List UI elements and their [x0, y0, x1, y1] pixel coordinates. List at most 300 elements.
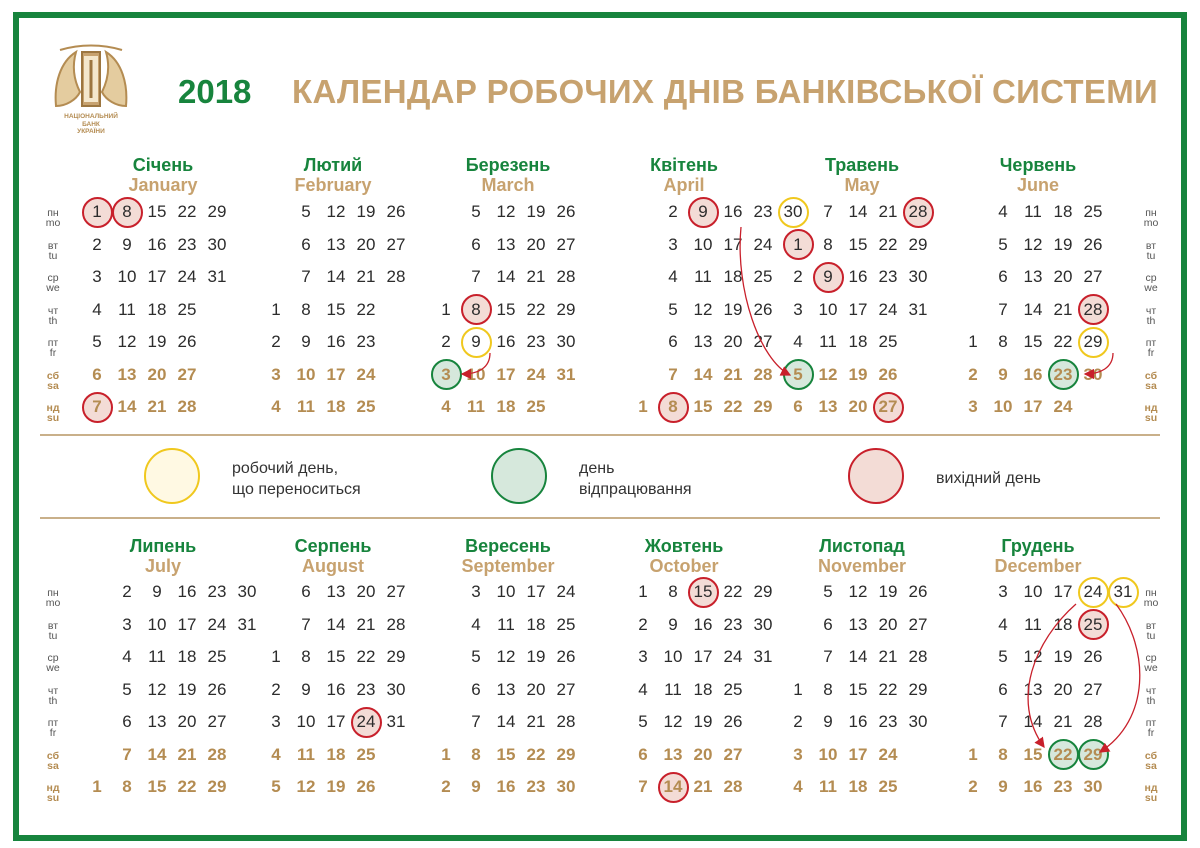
- day-cell: 29: [556, 299, 576, 319]
- month-name-en: December: [994, 556, 1082, 576]
- month-name-ua: Липень: [129, 536, 197, 556]
- day-cell: 9: [823, 267, 833, 286]
- day-cell: 6: [998, 267, 1008, 286]
- day-cell: 13: [693, 332, 713, 351]
- day-cell: 15: [326, 647, 346, 666]
- day-cell: 25: [753, 267, 773, 286]
- calendar-year: 2018: [178, 73, 252, 110]
- day-cell: 24: [753, 234, 773, 254]
- weekday-label-tu: вт tu: [47, 239, 59, 262]
- day-cell: 15: [147, 202, 167, 221]
- day-cell: 18: [326, 397, 346, 416]
- month-name-en: August: [302, 556, 364, 576]
- day-cell: 2: [638, 614, 648, 634]
- day-cell: 9: [698, 202, 708, 221]
- day-cell: 17: [848, 744, 868, 764]
- day-cell: 5: [471, 202, 481, 221]
- day-cell: 5: [793, 364, 803, 384]
- day-cell: 16: [496, 332, 516, 351]
- day-cell: 22: [526, 744, 546, 764]
- day-cell: 30: [207, 234, 227, 254]
- day-cell: 11: [664, 679, 682, 699]
- day-cell: 15: [496, 299, 516, 319]
- day-cell: 12: [1023, 647, 1043, 666]
- day-cell: 13: [326, 234, 346, 254]
- day-cell: 7: [92, 397, 102, 416]
- day-cell: 14: [693, 364, 713, 384]
- day-cell: 24: [878, 299, 898, 319]
- legend-red-text: вихідний день: [936, 470, 1041, 487]
- day-cell: 24: [556, 582, 576, 601]
- day-cell: 4: [793, 777, 803, 796]
- page-title: КАЛЕНДАР РОБОЧИХ ДНІВ БАНКІВСЬКОЇ СИСТЕМИ: [292, 73, 1158, 110]
- day-cell: 12: [693, 299, 713, 319]
- day-cell: 8: [471, 744, 481, 764]
- weekday-label-su: нд su: [46, 782, 60, 804]
- day-cell: 13: [117, 364, 137, 384]
- day-cell: 8: [668, 582, 678, 601]
- day-cell: 23: [1053, 364, 1073, 384]
- day-cell: 6: [301, 234, 311, 254]
- day-cell: 9: [152, 582, 162, 601]
- day-cell: 7: [471, 267, 481, 286]
- day-cell: 10: [496, 582, 516, 601]
- month-name-ua: Жовтень: [644, 536, 724, 556]
- day-cell: 2: [441, 332, 451, 351]
- day-cell: 21: [1053, 299, 1073, 319]
- day-cell: 27: [386, 234, 406, 254]
- day-cell: 10: [818, 299, 838, 319]
- day-cell: 25: [526, 397, 546, 416]
- day-cell: 23: [526, 777, 546, 796]
- day-cell: 2: [793, 267, 803, 286]
- day-cell: 26: [878, 364, 898, 384]
- logo-text: НАЦІОНАЛЬНИЙ БАНК УКРАЇНИ: [64, 113, 118, 135]
- day-cell: 9: [301, 679, 311, 699]
- day-cell: 16: [723, 202, 743, 221]
- weekday-label-th: чт th: [47, 304, 59, 327]
- weekday-label-fr: пт fr: [1145, 337, 1157, 359]
- day-cell: 3: [271, 712, 281, 731]
- day-cell: 21: [693, 777, 713, 796]
- day-cell: 27: [878, 397, 898, 416]
- day-cell: 9: [301, 332, 311, 351]
- day-cell: 26: [1083, 647, 1103, 666]
- day-cell: 30: [386, 679, 406, 699]
- day-cell: 19: [526, 202, 546, 221]
- day-cell: 7: [998, 299, 1008, 319]
- day-cell: 20: [526, 679, 546, 699]
- weekday-label-tu: вт tu: [1145, 239, 1157, 262]
- day-cell: 2: [441, 777, 451, 796]
- day-cell: 18: [147, 299, 167, 319]
- day-cell: 17: [147, 267, 167, 286]
- month-name-ua: Квітень: [650, 155, 718, 175]
- day-cell: 25: [356, 397, 376, 416]
- day-cell: 25: [356, 744, 376, 764]
- day-cell: 22: [723, 582, 743, 601]
- day-cell: 17: [177, 614, 197, 634]
- day-cell: 4: [471, 614, 481, 634]
- day-cell: 29: [908, 679, 928, 699]
- day-cell: 3: [998, 582, 1008, 601]
- day-cell: 4: [638, 679, 648, 699]
- day-cell: 5: [998, 234, 1008, 254]
- day-cell: 25: [878, 332, 898, 351]
- day-cell: 11: [467, 397, 485, 416]
- day-cell: 7: [638, 777, 648, 796]
- day-cell: 11: [819, 332, 837, 351]
- day-cell: 3: [793, 744, 803, 764]
- day-cell: 11: [497, 614, 515, 634]
- weekday-label-fr: пт fr: [1145, 717, 1157, 739]
- day-cell: 28: [177, 397, 197, 416]
- legend-yellow-text: робочий день, що переноситься: [232, 460, 361, 498]
- day-cell: 26: [207, 679, 227, 699]
- day-cell: 11: [1024, 202, 1042, 221]
- day-cell: 28: [1083, 299, 1103, 319]
- day-cell: 9: [998, 364, 1008, 384]
- day-cell: 7: [668, 364, 678, 384]
- day-cell: 29: [1083, 332, 1103, 351]
- day-cell: 10: [296, 712, 316, 731]
- weekday-label-mo: пн mo: [45, 207, 61, 229]
- day-cell: 21: [723, 364, 743, 384]
- weekday-label-fr: пт fr: [47, 337, 59, 359]
- day-cell: 10: [296, 364, 316, 384]
- day-cell: 15: [693, 397, 713, 416]
- day-cell: 30: [1083, 777, 1103, 796]
- day-cell: 21: [878, 647, 898, 666]
- day-cell: 18: [177, 647, 197, 666]
- day-cell: 6: [301, 582, 311, 601]
- day-cell: 5: [823, 582, 833, 601]
- day-cell: 1: [441, 744, 451, 764]
- day-cell: 26: [556, 647, 576, 666]
- day-cell: 14: [848, 202, 868, 221]
- day-cell: 4: [998, 614, 1008, 634]
- day-cell: 22: [177, 202, 197, 221]
- day-cell: 18: [526, 614, 546, 634]
- weekday-label-mo: пн mo: [45, 587, 61, 609]
- day-cell: 18: [848, 777, 868, 796]
- day-cell: 17: [693, 647, 713, 666]
- day-cell: 22: [1053, 744, 1073, 764]
- day-cell: 2: [668, 202, 678, 221]
- day-cell: 17: [526, 582, 546, 601]
- day-cell: 6: [793, 397, 803, 416]
- day-cell: 14: [663, 777, 683, 796]
- month-name-en: September: [461, 556, 555, 576]
- day-cell: 12: [1023, 234, 1043, 254]
- day-cell: 2: [968, 364, 978, 384]
- day-cell: 4: [793, 332, 803, 351]
- month-name-ua: Лютий: [303, 155, 363, 175]
- day-cell: 8: [998, 332, 1008, 351]
- day-cell: 8: [122, 777, 132, 796]
- day-cell: 22: [723, 397, 743, 416]
- day-cell: 17: [1053, 582, 1073, 601]
- day-cell: 31: [386, 712, 406, 731]
- day-cell: 18: [723, 267, 743, 286]
- day-cell: 12: [117, 332, 137, 351]
- day-cell: 28: [723, 777, 743, 796]
- day-cell: 1: [638, 582, 648, 601]
- day-cell: 2: [122, 582, 132, 601]
- day-cell: 3: [441, 364, 451, 384]
- day-cell: 17: [848, 299, 868, 319]
- day-cell: 8: [668, 397, 678, 416]
- day-cell: 17: [496, 364, 516, 384]
- day-cell: 21: [526, 712, 546, 731]
- month-name-en: June: [1016, 175, 1059, 195]
- day-cell: 14: [326, 267, 346, 286]
- day-cell: 12: [848, 582, 868, 601]
- day-cell: 27: [177, 364, 197, 384]
- day-cell: 14: [1023, 299, 1043, 319]
- day-cell: 29: [908, 234, 928, 254]
- day-cell: 24: [723, 647, 743, 666]
- day-cell: 24: [526, 364, 546, 384]
- weekday-label-su: нд su: [46, 402, 60, 424]
- day-cell: 10: [818, 744, 838, 764]
- day-cell: 8: [823, 679, 833, 699]
- day-cell: 15: [1023, 332, 1043, 351]
- day-cell: 11: [297, 397, 315, 416]
- day-cell: 16: [1023, 777, 1043, 796]
- weekday-label-tu: вт tu: [47, 619, 59, 642]
- day-cell: 5: [92, 332, 102, 351]
- day-cell: 22: [526, 299, 546, 319]
- day-cell: 13: [496, 234, 516, 254]
- weekday-label-th: чт th: [1145, 304, 1157, 327]
- day-cell: 5: [471, 647, 481, 666]
- day-cell: 26: [1083, 234, 1103, 254]
- day-cell: 3: [271, 364, 281, 384]
- day-cell: 18: [326, 744, 346, 764]
- day-cell: 5: [998, 647, 1008, 666]
- day-cell: 22: [878, 679, 898, 699]
- day-cell: 19: [1053, 647, 1073, 666]
- day-cell: 31: [237, 614, 257, 634]
- day-cell: 12: [296, 777, 316, 796]
- weekday-label-mo: пн mo: [1143, 207, 1159, 229]
- weekday-label-mo: пн mo: [1143, 587, 1159, 609]
- day-cell: 6: [92, 364, 102, 384]
- day-cell: 31: [556, 364, 576, 384]
- day-cell: 5: [271, 777, 281, 796]
- day-cell: 15: [326, 299, 346, 319]
- day-cell: 25: [556, 614, 576, 634]
- day-cell: 18: [496, 397, 516, 416]
- day-cell: 14: [496, 712, 516, 731]
- day-cell: 31: [753, 647, 773, 666]
- day-cell: 22: [1053, 332, 1073, 351]
- day-cell: 6: [638, 744, 648, 764]
- day-cell: 27: [556, 679, 576, 699]
- day-cell: 8: [998, 744, 1008, 764]
- day-cell: 11: [118, 299, 136, 319]
- day-cell: 28: [386, 267, 406, 286]
- day-cell: 13: [848, 614, 868, 634]
- month-name-ua: Січень: [132, 155, 194, 175]
- day-cell: 19: [177, 679, 197, 699]
- day-cell: 19: [693, 712, 713, 731]
- day-cell: 18: [1053, 202, 1073, 221]
- day-cell: 4: [122, 647, 132, 666]
- day-cell: 30: [783, 202, 803, 221]
- month-name-en: March: [481, 175, 535, 195]
- day-cell: 22: [878, 234, 898, 254]
- day-cell: 4: [441, 397, 451, 416]
- day-cell: 27: [1083, 679, 1103, 699]
- day-cell: 2: [271, 332, 281, 351]
- day-cell: 17: [723, 234, 743, 254]
- day-cell: 24: [1083, 582, 1103, 601]
- day-cell: 27: [1083, 267, 1103, 286]
- day-cell: 28: [753, 364, 773, 384]
- day-cell: 31: [1113, 582, 1133, 601]
- day-cell: 23: [753, 202, 773, 221]
- day-cell: 23: [526, 332, 546, 351]
- month-name-en: October: [649, 556, 719, 576]
- weekday-label-we: ср we: [1144, 272, 1158, 294]
- day-cell: 30: [753, 614, 773, 634]
- day-cell: 27: [556, 234, 576, 254]
- day-cell: 21: [356, 614, 376, 634]
- day-cell: 19: [326, 777, 346, 796]
- day-cell: 3: [638, 647, 648, 666]
- day-cell: 9: [668, 614, 678, 634]
- day-cell: 14: [848, 647, 868, 666]
- day-cell: 10: [117, 267, 137, 286]
- day-cell: 7: [823, 647, 833, 666]
- day-cell: 21: [147, 397, 167, 416]
- day-cell: 25: [1083, 614, 1103, 634]
- day-cell: 23: [177, 234, 197, 254]
- day-cell: 4: [668, 267, 678, 286]
- day-cell: 20: [1053, 267, 1073, 286]
- day-cell: 1: [92, 777, 102, 796]
- day-cell: 30: [237, 582, 257, 601]
- day-cell: 25: [723, 679, 743, 699]
- day-cell: 24: [878, 744, 898, 764]
- day-cell: 20: [723, 332, 743, 351]
- day-cell: 16: [693, 614, 713, 634]
- day-cell: 28: [908, 647, 928, 666]
- weekday-label-sa: сб sa: [1144, 369, 1158, 392]
- day-cell: 11: [297, 744, 315, 764]
- day-cell: 29: [207, 777, 227, 796]
- day-cell: 13: [818, 397, 838, 416]
- day-cell: 6: [668, 332, 678, 351]
- day-cell: 23: [356, 332, 376, 351]
- day-cell: 19: [147, 332, 167, 351]
- day-cell: 13: [496, 679, 516, 699]
- day-cell: 30: [908, 712, 928, 731]
- day-cell: 14: [147, 744, 167, 764]
- day-cell: 20: [356, 234, 376, 254]
- legend-green-text: день відпрацювання: [579, 460, 692, 498]
- month-name-ua: Вересень: [465, 536, 551, 556]
- day-cell: 24: [177, 267, 197, 286]
- day-cell: 11: [1024, 614, 1042, 634]
- day-cell: 1: [968, 744, 978, 764]
- weekday-label-we: ср we: [1144, 652, 1158, 674]
- day-cell: 16: [326, 679, 346, 699]
- day-cell: 10: [693, 234, 713, 254]
- weekday-label-fr: пт fr: [47, 717, 59, 739]
- day-cell: 7: [301, 614, 311, 634]
- day-cell: 30: [1083, 364, 1103, 384]
- month-name-en: November: [817, 556, 907, 576]
- day-cell: 7: [823, 202, 833, 221]
- day-cell: 9: [998, 777, 1008, 796]
- day-cell: 26: [356, 777, 376, 796]
- day-cell: 15: [693, 582, 713, 601]
- day-cell: 29: [556, 744, 576, 764]
- weekday-label-sa: сб sa: [1144, 749, 1158, 772]
- day-cell: 1: [441, 299, 451, 319]
- day-cell: 17: [1023, 397, 1043, 416]
- day-cell: 10: [147, 614, 167, 634]
- day-cell: 3: [793, 299, 803, 319]
- weekday-label-th: чт th: [1145, 684, 1157, 707]
- month-name-ua: Травень: [824, 155, 900, 175]
- day-cell: 1: [271, 647, 281, 666]
- day-cell: 2: [271, 679, 281, 699]
- day-cell: 7: [471, 712, 481, 731]
- day-cell: 20: [1053, 679, 1073, 699]
- day-cell: 3: [668, 234, 678, 254]
- day-cell: 26: [177, 332, 197, 351]
- day-cell: 19: [526, 647, 546, 666]
- day-cell: 10: [993, 397, 1013, 416]
- day-cell: 6: [471, 679, 481, 699]
- day-cell: 24: [356, 364, 376, 384]
- day-cell: 2: [793, 712, 803, 731]
- day-cell: 20: [878, 614, 898, 634]
- day-cell: 29: [386, 647, 406, 666]
- day-cell: 25: [878, 777, 898, 796]
- day-cell: 1: [968, 332, 978, 351]
- day-cell: 4: [271, 744, 281, 764]
- day-cell: 27: [386, 582, 406, 601]
- day-cell: 9: [122, 234, 132, 254]
- day-cell: 9: [471, 332, 481, 351]
- month-name-en: April: [663, 175, 705, 195]
- month-name-ua: Червень: [999, 155, 1077, 175]
- day-cell: 27: [207, 712, 227, 731]
- day-cell: 5: [301, 202, 311, 221]
- day-cell: 4: [92, 299, 102, 319]
- day-cell: 25: [1083, 202, 1103, 221]
- day-cell: 31: [908, 299, 928, 319]
- day-cell: 6: [122, 712, 132, 731]
- day-cell: 11: [148, 647, 166, 666]
- day-cell: 16: [848, 712, 868, 731]
- day-cell: 27: [753, 332, 773, 351]
- day-cell: 22: [356, 647, 376, 666]
- month-name-ua: Серпень: [294, 536, 372, 556]
- day-cell: 29: [753, 397, 773, 416]
- day-cell: 1: [638, 397, 648, 416]
- day-cell: 5: [122, 679, 132, 699]
- day-cell: 20: [356, 582, 376, 601]
- day-cell: 7: [998, 712, 1008, 731]
- day-cell: 12: [496, 647, 516, 666]
- day-cell: 17: [326, 712, 346, 731]
